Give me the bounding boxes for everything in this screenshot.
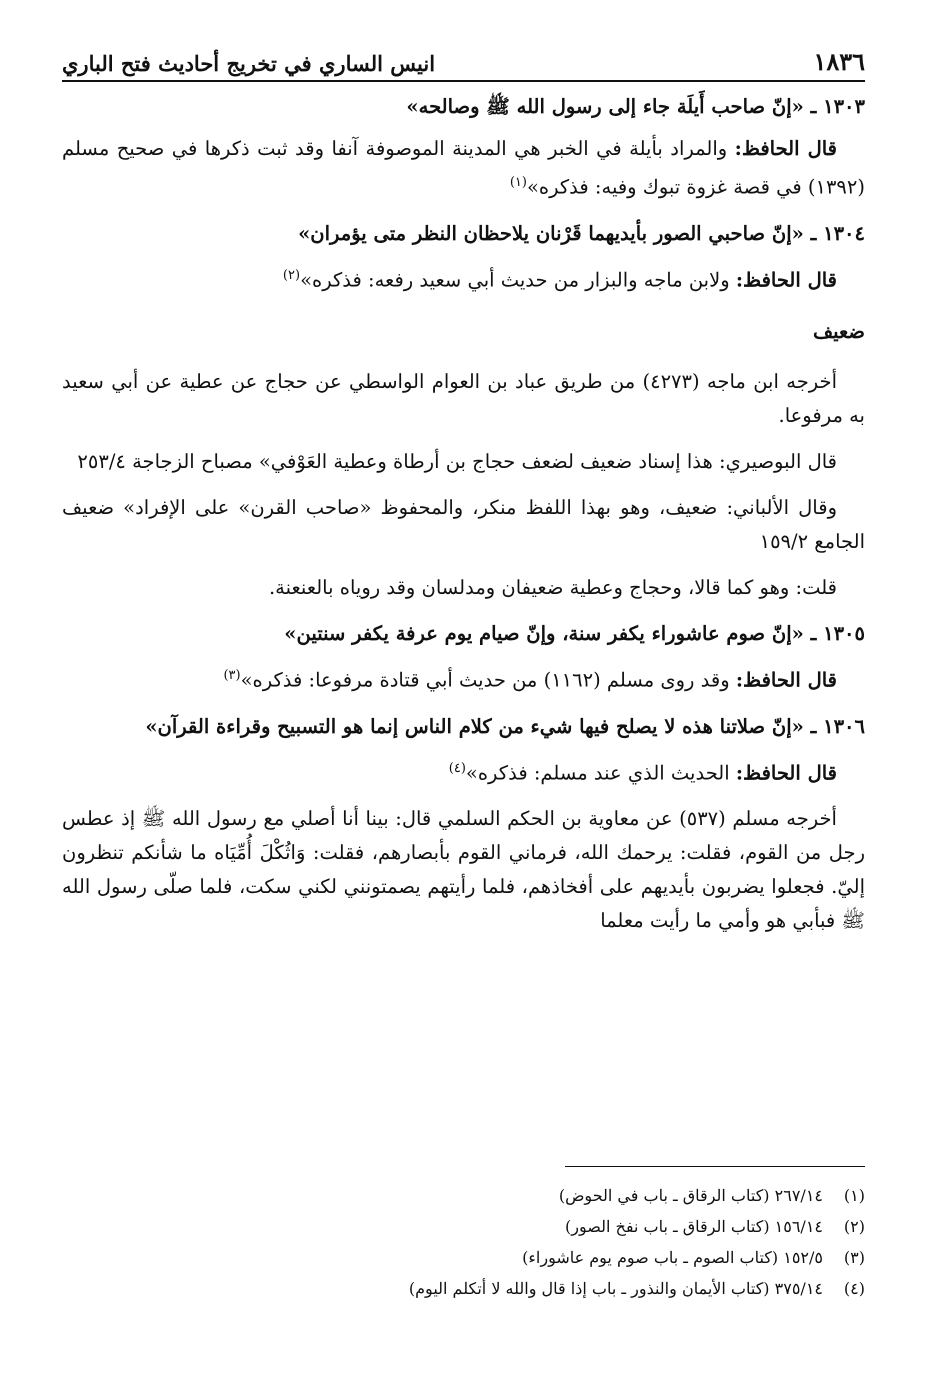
entry-1306-heading: ١٣٠٦ ـ «إنّ صلاتنا هذه لا يصلح فيها شيء من كلام الناس إنما هو التسبيح وقراءة القرآن» [145, 714, 865, 738]
albani-paragraph: وقال الألباني: ضعيف، وهو بهذا اللفظ منكر، والمحفوظ «صاحب القرن» على الإفراد» ضعيف الجامع ١٥٩/٢ [62, 496, 865, 553]
footnote-separator [565, 1166, 865, 1167]
entry-1305-heading: ١٣٠٥ ـ «إنّ صوم عاشوراء يكفر سنة، وإنّ صيام يوم عرفة يكفر سنتين» [284, 622, 865, 645]
hafiz-label: قال الحافظ: [735, 761, 837, 784]
entry-1303-hafiz [62, 132, 865, 205]
page-number: ١٨٣٦ [813, 47, 865, 76]
footnote-ref-3: (٣) [223, 668, 241, 683]
footnote-text: ٢٦٧/١٤ (كتاب الرقاق ـ باب في الحوض) [558, 1186, 823, 1205]
busiri-paragraph: قال البوصيري: هذا إسناد ضعيف لضعف حجاج بن أرطاة وعطية العَوْفي» مصباح الزجاجة ٢٥٣/٤ [77, 450, 837, 473]
page-header [62, 38, 865, 82]
entry-1305-hafiz [62, 659, 865, 698]
entry-1303-heading: ١٣٠٣ ـ «إنّ صاحب أَيلَة جاء إلى رسول الله ﷺ وصالحه» [406, 95, 865, 118]
main-text [62, 88, 865, 950]
takhrij-paragraph: أخرجه ابن ماجه (٤٢٧٣) من طريق عباد بن العوام الواسطي عن حجاج عن عطية عن أبي سعيد به مرفوعا. [62, 370, 865, 427]
footnotes [62, 1180, 865, 1304]
footnote-ref-1: (١) [509, 175, 527, 190]
footnote-text: ١٥٢/٥ (كتاب الصوم ـ باب صوم يوم عاشوراء) [522, 1248, 823, 1267]
hafiz-text: الحديث الذي عند مسلم: فذكره» [465, 761, 730, 784]
hafiz-label: قال الحافظ: [735, 668, 837, 692]
muslim-narration-paragraph: أخرجه مسلم (٥٣٧) عن معاوية بن الحكم السلمي قال: بينا أنا أصلي مع رسول الله ﷺ إذ عطس رجل من القوم، فقلت: يرحمك الله، فرماني القوم بأبصارهم، فقلت: وَاثُكْلَ أُمِّيَاه ما شأنكم تنظرون إليّ. فجعلوا يضربون بأيديهم على أفخاذهم، فلما رأيتهم يصمتونني لكني سكت، فلما صلّى رسول الله ﷺ فبأبي هو وأمي ما رأيت معلما [62, 807, 865, 932]
entry-1304-hafiz [62, 259, 865, 298]
hafiz-text: ولابن ماجه والبزار من حديث أبي سعيد رفعه: فذكره» [300, 268, 730, 291]
footnote-ref-4: (٤) [448, 760, 466, 776]
footnote-4 [62, 1273, 865, 1304]
hafiz-label: قال الحافظ: [734, 137, 837, 160]
hafiz-text: والمراد بأيلة في الخبر هي المدينة الموصوفة آنفا وقد ثبت ذكرها في صحيح مسلم (١٣٩٢) في قصة غزوة تبوك وفيه: فذكره» [62, 137, 865, 199]
footnote-2 [62, 1211, 865, 1242]
running-title: انيس الساري في تخريج أحاديث فتح الباري [62, 51, 436, 76]
hadith-grade: ضعيف [812, 320, 865, 343]
hafiz-label: قال الحافظ: [735, 268, 837, 291]
footnote-number: (١) [843, 1186, 865, 1205]
author-comment: قلت: وهو كما قالا، وحجاج وعطية ضعيفان ومدلسان وقد روياه بالعنعنة. [268, 576, 837, 599]
footnote-number: (٣) [843, 1248, 865, 1267]
hafiz-text: وقد روى مسلم (١١٦٢) من حديث أبي قتادة مرفوعا: فذكره» [240, 668, 730, 692]
footnote-3 [62, 1242, 865, 1273]
footnote-1 [62, 1180, 865, 1211]
footnote-text: ٣٧٥/١٤ (كتاب الأيمان والنذور ـ باب إذا قال والله لا أتكلم اليوم) [408, 1279, 823, 1298]
footnote-number: (٤) [843, 1279, 865, 1298]
footnote-ref-2: (٢) [282, 267, 301, 283]
footnote-number: (٢) [843, 1217, 865, 1236]
footnote-text: ١٥٦/١٤ (كتاب الرقاق ـ باب نفخ الصور) [565, 1217, 823, 1236]
entry-1304-heading: ١٣٠٤ ـ «إنّ صاحبي الصور بأيديهما قَرْنان يلاحظان النظر متى يؤمران» [298, 221, 865, 245]
entry-1306-hafiz [62, 752, 865, 791]
